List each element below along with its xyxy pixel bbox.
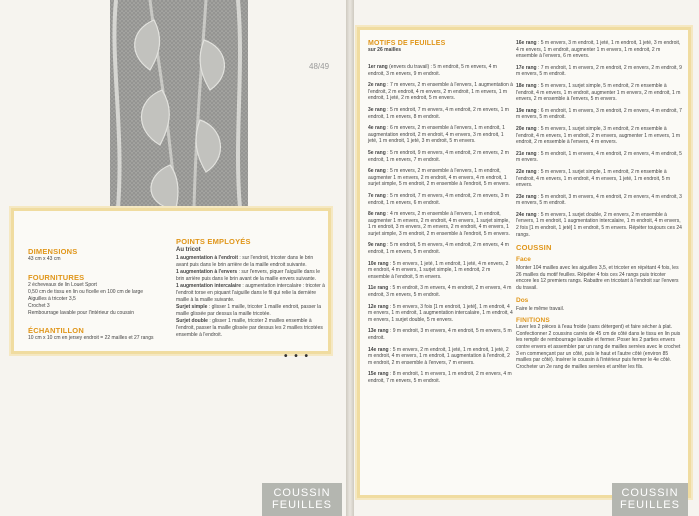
row-instructions: : 5 m envers, 1 jeté, 1 m endroit, 1 jeté, 4 m envers, 2 m endroit, 4 m envers, 1 surjet simple, 1 m endroit, 2 m ensemble à l'endroit, 5 m envers. — [368, 260, 509, 280]
pattern-row — [368, 261, 513, 281]
pattern-row — [516, 169, 682, 189]
row-instructions: : 6 m endroit, 1 m envers, 3 m endroit, 2 m envers, 4 m endroit, 7 m envers, 5 m endroit. — [516, 107, 682, 121]
row-instructions: (envers du travail) : 5 m endroit, 5 m envers, 4 m endroit, 3 m envers, 9 m endroit. — [368, 64, 497, 77]
points-subtitle: Au tricot — [176, 247, 201, 253]
row-instructions: : 5 m endroit, 1 m envers, 4 m endroit, 2 m envers, 4 m endroit, 5 m envers. — [516, 150, 682, 164]
point-definition: Surjet simple : glisser 1 maille, tricoter 1 maille endroit, passer la maille glissée par dessus la maille tricotée. — [176, 304, 322, 317]
row-number: 24e rang — [516, 211, 537, 218]
row-number: 14e rang — [368, 346, 389, 353]
points-heading: POINTS EMPLOYÉS — [176, 237, 251, 246]
coussin-heading: COUSSIN — [516, 243, 552, 253]
row-number: 16e rang — [516, 40, 537, 46]
row-instructions: : 7 m endroit, 1 m envers, 2 m endroit, 2 m envers, 2 m endroit, 9 m envers, 5 m endroit. — [516, 64, 682, 78]
echantillon-section — [28, 326, 158, 342]
pattern-row — [368, 242, 513, 255]
band-line: COUSSIN — [273, 487, 331, 499]
pattern-subtitle: sur 26 mailles — [368, 47, 402, 53]
point-definition: 1 augmentation à l'envers : sur l'envers, piquer l'aiguille dans le brin arrière puis dans le brin avant de la maille envers suivante. — [176, 269, 321, 282]
row-number: 7e rang — [368, 192, 386, 199]
points-section — [176, 237, 326, 339]
row-number: 19e rang — [516, 107, 537, 114]
row-instructions: : 7 m envers, 2 m ensemble à l'envers, 1 augmentation à l'endroit, 2 m endroit, 4 m envers, 2 m endroit, 1 m envers, 1 m endroit, 1 jeté, 2 m endroit, 5 m envers. — [368, 82, 513, 102]
row-number: 10e rang — [368, 260, 389, 267]
dos-heading: Dos — [516, 296, 529, 304]
fournitures-line: Aiguilles à tricoter 3,5 — [28, 296, 76, 302]
row-instructions: : 6 m envers, 2 m ensemble à l'envers, 1 m endroit, 1 augmentation endroit, 2 m endroit, 4 m envers, 3 m endroit, 1 jeté, 1 m endroit, 1 jeté, 3 m endroit, 5 m envers. — [368, 125, 505, 145]
dos-text: Faire le même travail. — [516, 305, 565, 312]
finitions-heading: FINITIONS — [516, 317, 550, 325]
row-instructions: : 5 m endroit, 7 m envers, 4 m endroit, 2 m envers, 1 m endroit, 1 m envers, 8 m endroit. — [368, 106, 509, 120]
row-number: 23e rang — [516, 193, 537, 200]
pattern-row — [368, 82, 513, 102]
pattern-row — [368, 168, 513, 188]
pattern-row — [368, 150, 513, 163]
pattern-row — [516, 151, 682, 164]
pattern-row — [516, 65, 682, 78]
row-number: 17e rang — [516, 64, 537, 71]
row-number: 20e rang — [516, 125, 537, 132]
row-number: 18e rang — [516, 82, 537, 89]
row-number: 8e rang — [368, 211, 386, 218]
row-instructions: : 5 m endroit, 9 m envers, 4 m endroit, 2 m envers, 2 m endroit, 1 m envers, 7 m endroit. — [368, 149, 509, 163]
pattern-row — [368, 304, 513, 324]
pattern-row — [516, 108, 682, 121]
continuation-dots: • • • — [284, 351, 311, 362]
row-number: 5e rang — [368, 149, 386, 156]
row-number: 22e rang — [516, 168, 537, 175]
fournitures-section — [28, 273, 158, 317]
row-number: 6e rang — [368, 168, 386, 175]
fournitures-line: 2 écheveaux de lin Louet Sport — [28, 282, 97, 288]
row-number: 21e rang — [516, 150, 537, 157]
row-instructions: : 5 m envers, 3 m endroit, 1 jeté, 1 m endroit, 1 jeté, 3 m endroit, 4 m envers, 1 m endroit, augmenter 1 m envers, 1 m endroit, 2 m ensemble à l'envers, 6 m envers. — [516, 40, 681, 60]
pattern-row — [516, 194, 682, 207]
fournitures-heading: FOURNITURES — [28, 273, 85, 282]
pattern-title: MOTIFS DE FEUILLES — [368, 40, 446, 47]
pattern-row — [368, 285, 513, 298]
row-number: 12e rang — [368, 303, 389, 310]
face-text: Monter 104 mailles avec les aiguilles 3,5, et tricoter en répétant 4 fois, les 26 mailles du motif feuilles. Répéter 4 fois ces 24 rangs puis tricoter encore les 12 premiers rangs. Rabattre en tricotant à l'endroit sur l'envers du travail. — [516, 265, 679, 292]
face-heading: Face — [516, 256, 531, 264]
row-instructions: : 5 m envers, 3 fois [1 m endroit, 1 jeté], 1 m endroit, 4 m envers, 1 m endroit, 1 augmentation intercalaire, 1 m endroit, 4 m envers, 1 surjet double, 5 m envers. — [368, 303, 513, 323]
row-instructions: : 5 m endroit, 3 m envers, 4 m endroit, 2 m envers, 4 m endroit, 3 m envers, 5 m endroit. — [368, 285, 512, 299]
book-gutter — [346, 0, 354, 516]
row-number: 13e rang — [368, 328, 389, 335]
row-instructions: : 8 m endroit, 1 m envers, 1 m endroit, 2 m envers, 4 m endroit, 7 m envers, 5 m endroit. — [368, 371, 512, 384]
fournitures-line: Crochet 3 — [28, 303, 50, 309]
materials-card — [14, 211, 328, 362]
pattern-row — [368, 107, 513, 120]
point-definition: 1 augmentation intercalaire : augmentation intercalaire : tricoter à l'endroit torse en piquant l'aiguille dans le fil qui relie la dernière maille à la maille suivante. — [176, 283, 325, 303]
pattern-row — [368, 125, 513, 145]
row-number: 4e rang — [368, 125, 386, 132]
dimensions-heading: DIMENSIONS — [28, 247, 78, 256]
row-number: 11e rang — [368, 285, 389, 292]
pattern-row — [368, 347, 513, 367]
pattern-column-1 — [368, 40, 513, 390]
dimensions-section — [28, 247, 158, 263]
row-instructions: : 5 m envers, 2 m endroit, 1 jeté, 1 m endroit, 1 jeté, 2 m endroit, 4 m envers, 1 m endroit, 1 augmentation à l'endroit, 2 m endroit, 2 m ensemble à l'envers, 7 m envers. — [368, 346, 510, 366]
pattern-row — [516, 83, 682, 103]
fournitures-line: Rembourrage lavable pour l'intérieur du coussin — [28, 310, 135, 316]
pattern-row — [368, 211, 513, 237]
echantillon-text: 10 cm x 10 cm en jersey endroit = 22 mailles et 27 rangs — [28, 335, 154, 341]
pattern-row — [516, 40, 682, 60]
row-instructions: : 5 m endroit, 3 m envers, 4 m endroit, 2 m envers, 4 m endroit, 3 m envers, 5 m endroit. — [516, 193, 682, 207]
row-number: 1er rang — [368, 64, 388, 70]
finitions-text: Laver les 2 pièces à l'eau froide (sans détergent) et faire sécher à plat. Confectionner 2 coussins carrés de 45 cm de côté dans le tissu en lin puis les remplir de rembourrage lavable et fermer. Poser les 2 parties envers contre envers et assembler par un rang de mailles serrées avec le crochet 3 en commençant par un côté, puis le haut et l'autre côté (environ 85 mailles par côté). Insérer le coussin à l'intérieur puis fermer le 4e côté. Crocheter un 2e rang de mailles serrées et arrêter les fils. — [516, 324, 681, 370]
row-instructions: : 5 m envers, 1 surjet simple, 3 m endroit, 2 m ensemble à l'endroit, 4 m envers, 1 m endroit, 2 m envers, augmenter 1 m envers, 1 m endroit, 2 m ensemble à l'envers, 4 m envers. — [516, 125, 681, 146]
row-instructions: : 5 m envers, 2 m ensemble à l'envers, 1 m endroit, augmenter 1 m envers, 2 m endroit, 4 m envers, 4 m endroit, 1 surjet simple, 5 m endroit, 2 m ensemble à l'endroit, 5 m envers. — [368, 168, 510, 188]
row-instructions: : 4 m envers, 2 m ensemble à l'envers, 1 m endroit, augmenter 1 m envers, 2 m endroit, 4 m envers, 1 surjet simple, 1 m endroit, 3 m envers, 2 m envers, 2 m endroit, 4 m envers, 1 surjet simple, 3 m endroit, 2 m ensemble à l'endroit, 5 m envers. — [368, 211, 510, 237]
title-band-right — [612, 483, 688, 516]
band-line: COUSSIN — [621, 487, 679, 499]
page-number: 48/49 — [309, 62, 330, 71]
dimensions-text: 43 cm x 43 cm — [28, 256, 61, 262]
row-number: 15e rang — [368, 371, 389, 378]
row-instructions: : 5 m envers, 1 surjet simple, 1 m endroit, 2 m ensemble à l'endroit, 4 m envers, 1 m endroit, 4 m envers, 1 jeté, 1 m endroit, 5 m envers. — [516, 168, 671, 189]
band-line: FEUILLES — [620, 499, 680, 511]
row-number: 3e rang — [368, 106, 386, 113]
band-line: FEUILLES — [272, 499, 332, 511]
row-instructions: : 5 m envers, 1 surjet double, 2 m envers, 2 m ensemble à l'envers, 1 m endroit, 1 augmentation intercalaire, 1 m endroit, 4 m envers, 2 fois [1 m endroit, 1 jeté] 1 m endroit, 5 m envers. Répéter toujours ces 24 rangs. — [516, 211, 682, 238]
pattern-row — [368, 371, 513, 384]
point-definition: 1 augmentation à l'endroit : sur l'endroit, tricoter dans le brin avant puis dans le brin arrière de la maille endroit suivante. — [176, 255, 314, 268]
echantillon-heading: ÉCHANTILLON — [28, 326, 84, 335]
pattern-row — [516, 212, 682, 238]
row-number: 9e rang — [368, 242, 386, 249]
point-definition: Surjet double : glisser 1 maille, tricoter 2 mailles ensemble à l'endroit, passer la maille glissée par dessus les 2 mailles tricotées ensemble à l'endroit. — [176, 318, 323, 338]
pattern-row — [368, 193, 513, 206]
knitting-photo — [110, 0, 248, 208]
row-number: 2e rang — [368, 82, 386, 89]
pattern-column-2 — [516, 40, 682, 375]
title-band-left — [262, 483, 342, 516]
pattern-row — [516, 126, 682, 146]
row-instructions: : 5 m envers, 1 surjet simple, 5 m endroit, 2 m ensemble à l'endroit, 4 m envers, 1 m endroit, augmenter 1 m envers, 2 m endroit, 1 m envers, 2 m ensemble à l'envers, 5 m envers. — [516, 82, 681, 103]
row-instructions: : 5 m endroit, 7 m envers, 4 m endroit, 2 m envers, 3 m endroit, 1 m envers, 6 m endroit. — [368, 192, 509, 206]
row-instructions: : 9 m endroit, 3 m envers, 4 m endroit, 5 m envers, 5 m endroit. — [368, 328, 512, 341]
pattern-row — [368, 64, 513, 77]
pattern-row — [368, 328, 513, 341]
row-instructions: : 5 m endroit, 5 m envers, 4 m endroit, 2 m envers, 4 m endroit, 1 m envers, 5 m endroit. — [368, 242, 509, 256]
fournitures-line: 0,50 cm de tissu en lin ou ficelle en 100 cm de large — [28, 289, 144, 295]
